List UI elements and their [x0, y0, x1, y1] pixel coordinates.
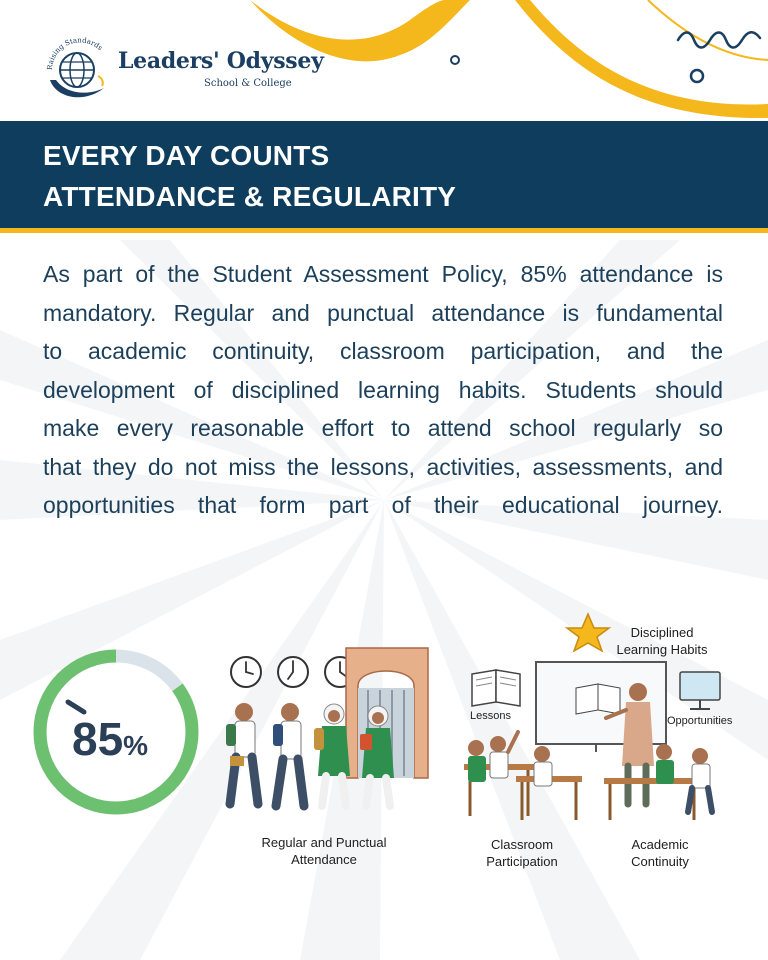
participation-caption: [472, 836, 572, 870]
logo-arc-text: Raising Standards: [45, 36, 104, 71]
paragraph-line: to academic continuity, classroom participation, and the: [43, 338, 723, 364]
monitor-icon: [680, 672, 720, 709]
gauge-number: 85: [72, 713, 124, 765]
continuity-caption-line-2: Continuity: [631, 854, 689, 869]
paragraph-line: make every reasonable effort to attend school regularly so: [43, 415, 723, 441]
participation-caption-line-1: Classroom: [490, 837, 554, 852]
paragraph-line: mandatory. Regular and punctual attendance is fundamental: [43, 299, 723, 326]
habits-label-line-2: Learning Habits: [616, 642, 708, 657]
banner-underline: [0, 228, 768, 233]
star-icon: [567, 614, 609, 651]
desks-left: [464, 732, 582, 820]
continuity-caption: [610, 836, 710, 870]
globe-icon: [44, 36, 114, 102]
habits-label: [612, 624, 712, 658]
title-line-2: ATTENDANCE & REGULARITY: [43, 181, 457, 212]
gauge-value: [72, 712, 148, 766]
participation-caption-line-2: Participation: [486, 854, 558, 869]
lessons-label: Lessons: [470, 710, 511, 722]
policy-paragraph: [43, 255, 723, 525]
student-girl-1: [314, 704, 350, 806]
student-boy-1: [226, 703, 258, 804]
title-line-1: EVERY DAY COUNTS: [43, 140, 330, 171]
paragraph-line: development of disciplined learning habits. Students should: [43, 376, 723, 403]
attendance-caption-line-1: Regular and Punctual: [261, 835, 387, 850]
paragraph-line: As part of the Student Assessment Policy, 85% attendance is: [43, 261, 723, 287]
school-logo: [44, 36, 324, 106]
gauge-needle: [68, 702, 84, 712]
logo-subtitle: School & College: [204, 78, 292, 89]
students-walking-illustration: [218, 616, 444, 826]
desks-right: [604, 744, 712, 820]
attendance-caption-line-2: Attendance: [291, 852, 357, 867]
attendance-caption: [238, 834, 410, 868]
paragraph-line: that they do not miss the lessons, activities, assessments, and: [43, 453, 723, 480]
open-book-icon: [472, 670, 520, 706]
continuity-caption-line-1: Academic: [631, 837, 689, 852]
habits-label-line-1: Disciplined: [630, 625, 694, 640]
opportunities-label: Opportunities: [667, 715, 733, 727]
paragraph-line: opportunities that form part of their educational journey.: [43, 492, 723, 518]
student-boy-2: [273, 703, 304, 806]
logo-name: Leaders' Odyssey: [118, 48, 324, 74]
gauge-unit: %: [123, 730, 149, 761]
